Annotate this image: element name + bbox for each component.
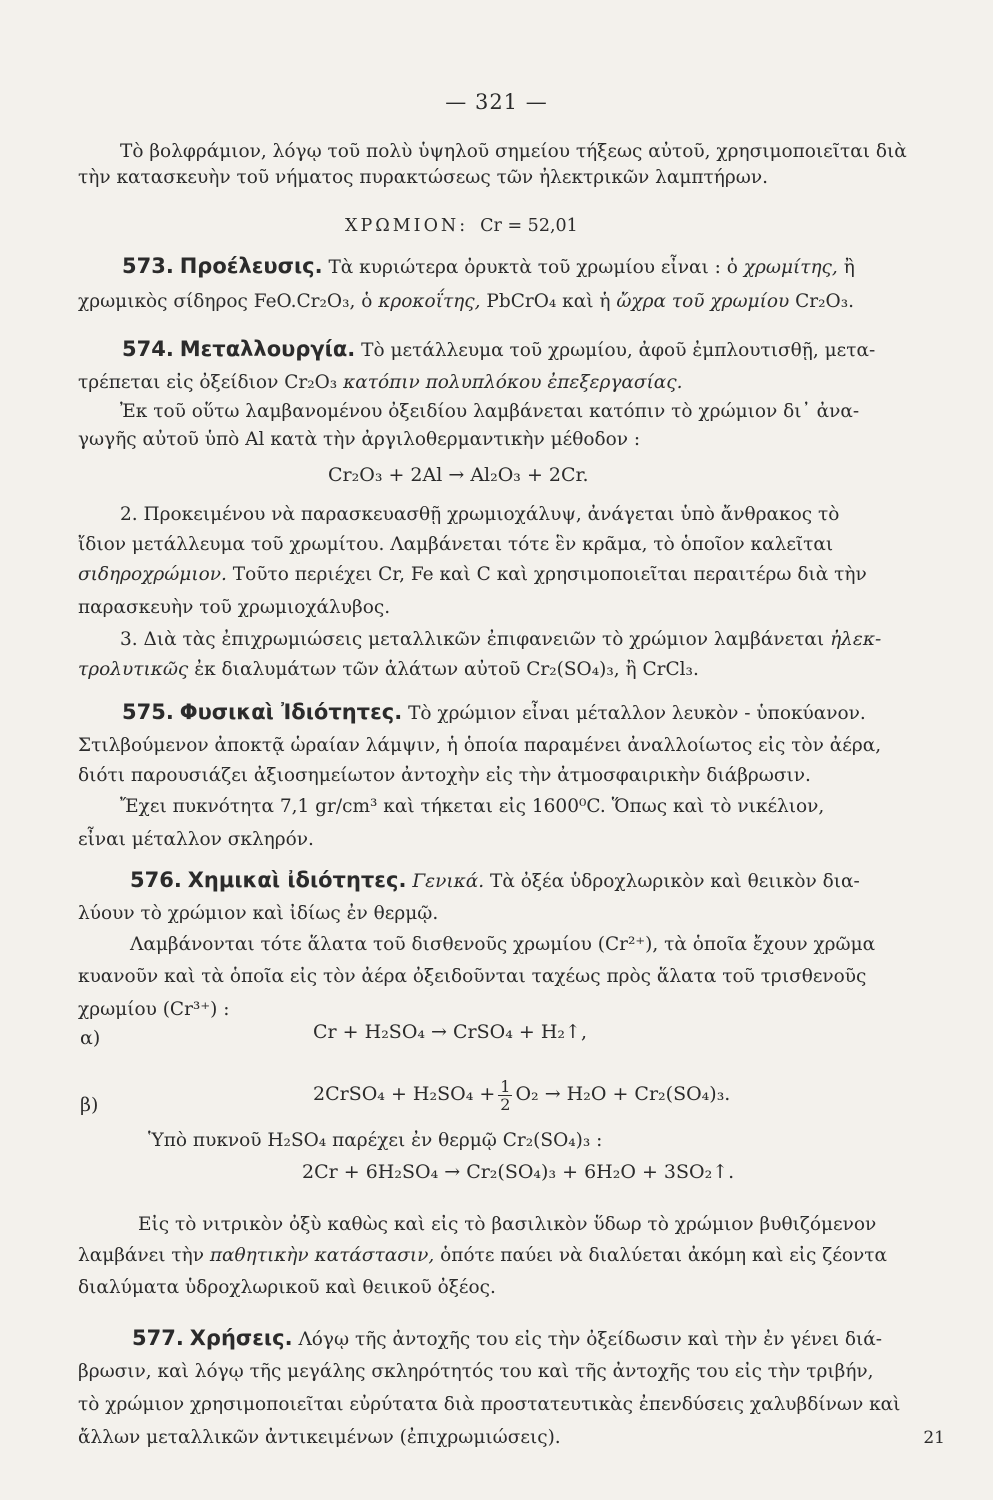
section-575-line-4: Ἔχει πυκνότητα 7,1 gr/cm³ καὶ τήκεται εἰς 1600⁰C. Ὅπως καὶ τὸ νικέλιον, [120,796,825,817]
section-574-p2-line-1: 2. Προκειμένου νὰ παρασκευασθῇ χρωμιοχάλυψ, ἀνάγεται ὑπὸ ἄνθρακος τὸ [120,504,840,525]
intro-line-1: Τὸ βολφράμιον, λόγῳ τοῦ πολὺ ὑψηλοῦ σημείου τήξεως αὐτοῦ, χρησιμοποιεῖται διὰ [120,141,907,162]
section-heading: Χημικαὶ ἰδιότητες. [187,868,407,892]
text: 3. Διὰ τὰς ἐπιχρωμιώσεις μεταλλικῶν ἐπιφανειῶν τὸ χρώμιον λαμβάνεται [120,629,825,650]
reaction-label-b: β) [80,1094,99,1116]
section-574-p2-line-3 [78,563,867,587]
section-576-line-2: λύουν τὸ χρώμιον καὶ ἰδίως ἐν θερμῷ. [78,903,439,924]
italic-term: χρωμίτης, [743,257,838,278]
fraction-denominator: 2 [500,1094,511,1114]
text: Cr₂O₃. [795,291,854,312]
equation-part: 2CrSO₄ + H₂SO₄ + [313,1083,496,1105]
section-number: 577. [132,1326,184,1350]
section-574-p3-line-1 [120,628,881,652]
text: Λόγῳ τῆς ἀντοχῆς του εἰς τὴν ὀξείδωσιν καὶ τὴν ἐν γένει διά- [298,1329,883,1350]
section-573-line-2 [78,290,854,314]
equation-aluminothermy: Cr₂O₃ + 2Al → Al₂O₃ + 2Cr. [328,464,589,486]
section-574-p2-line-2: ἴδιον μετάλλευμα τοῦ χρωμίτου. Λαμβάνεται τότε ἓν κρᾶμα, τὸ ὁποῖον καλεῖται [78,534,834,555]
page-number: — 321 — [445,90,548,114]
text: τρέπεται εἰς ὀξείδιον Cr₂O₃ [78,372,338,393]
italic-term: παθητικὴν κατάστασιν, [209,1245,435,1266]
intro-line-2: τὴν κατασκευὴν τοῦ νήματος πυρακτώσεως τῶν ἠλεκτρικῶν λαμπτήρων. [78,167,768,188]
chromium-title [345,216,578,236]
text: Τὸ χρώμιον εἶναι μέταλλον λευκὸν - ὑποκύανον. [408,703,866,724]
equation-part: O₂ → H₂O + Cr₂(SO₄)₃. [515,1083,731,1105]
italic-term: σιδηροχρώμιον. [78,564,227,585]
section-576-line-1 [130,868,860,894]
equation-b [313,1068,730,1120]
atomic-weight: Cr = 52,01 [480,216,578,236]
section-576-line-4: κυανοῦν καὶ τὰ ὁποῖα εἰς τὸν ἀέρα ὀξειδοῦνται ταχέως πρὸς ἅλατα τοῦ τρισθενοῦς [78,966,867,987]
italic-term: πολυπλόκου ἐπεξεργασίας. [425,372,683,393]
fraction-numerator: 1 [500,1076,511,1096]
section-576-line-8 [78,1244,887,1268]
text: Τὰ ὀξέα ὑδροχλωρικὸν καὶ θειικὸν δια- [490,871,860,892]
reaction-label-a: α) [80,1027,101,1049]
section-577-line-3: τὸ χρώμιον χρησιμοποιεῖται εὐρύτατα διὰ προστατευτικὰς ἐπενδύσεις χαλυβδίνων καὶ [78,1394,901,1415]
section-574-line-3: Ἐκ τοῦ οὕτω λαμβανομένου ὀξειδίου λαμβάνεται κατόπιν τὸ χρώμιον δι᾽ ἀνα- [120,401,860,422]
section-577-line-4: ἄλλων μεταλλικῶν ἀντικειμένων (ἐπιχρωμιώσεις). [78,1427,561,1448]
section-575-line-3: διότι παρουσιάζει ἀξιοσημείωτον ἀντοχὴν εἰς τὴν ἀτμοσφαιρικὴν διάβρωσιν. [78,765,811,786]
section-576-line-9: διαλύματα ὑδροχλωρικοῦ καὶ θειικοῦ ὀξέος. [78,1277,496,1298]
section-576-line-5: χρωμίου (Cr³⁺) : [78,999,230,1020]
text: PbCrO₄ καὶ ἡ [486,291,611,312]
section-575-line-5: εἶναι μέταλλον σκληρόν. [78,829,314,850]
text: λαμβάνει τὴν [78,1245,204,1266]
section-576-line-6: Ὑπὸ πυκνοῦ H₂SO₄ παρέχει ἐν θερμῷ Cr₂(SO₄)₃ : [148,1130,603,1151]
section-574-line-4: γωγῆς αὐτοῦ ὑπὸ Al κατὰ τὴν ἀργιλοθερμαντικὴν μέθοδον : [78,429,641,450]
section-576-line-3: Λαμβάνονται τότε ἅλατα τοῦ δισθενοῦς χρωμίου (Cr²⁺), τὰ ὁποῖα ἔχουν χρῶμα [130,934,876,955]
text: Τὸ μετάλλευμα τοῦ χρωμίου, ἀφοῦ ἐμπλουτισθῇ, μετα- [361,340,876,361]
italic-term: Γενικά. [412,871,485,892]
section-575-line-1 [122,700,866,726]
element-name: ΧΡΩΜΙΟΝ: [345,216,469,236]
text: ἐκ διαλυμάτων τῶν ἁλάτων αὐτοῦ Cr₂(SO₄)₃, ἢ CrCl₃. [194,659,699,680]
section-heading: Μεταλλουργία. [179,337,356,361]
printer-signature-mark: 21 [923,1428,945,1448]
text: ὁπότε παύει νὰ διαλύεται ἀκόμη καὶ εἰς ζέοντα [440,1245,888,1266]
section-576-line-7: Εἰς τὸ νιτρικὸν ὀξὺ καθὼς καὶ εἰς τὸ βασιλικὸν ὕδωρ τὸ χρώμιον βυθιζόμενον [138,1214,877,1235]
section-number: 575. [122,700,174,724]
section-574-line-1 [122,337,875,363]
section-heading: Προέλευσις. [179,254,323,278]
equation-a: Cr + H₂SO₄ → CrSO₄ + H₂↑, [313,1021,587,1043]
text: χρωμικὸς σίδηρος FeO.Cr₂O₃, ὁ [78,291,373,312]
fraction-one-half [498,1078,512,1113]
equation-c: 2Cr + 6H₂SO₄ → Cr₂(SO₄)₃ + 6H₂O + 3SO₂↑. [302,1161,735,1183]
italic-term: κροκοΐτης, [378,291,481,312]
italic-term: τρολυτικῶς [78,659,189,680]
section-575-line-2: Στιλβούμενον ἀποκτᾷ ὡραίαν λάμψιν, ἡ ὁποία παραμένει ἀναλλοίωτος εἰς τὸν ἀέρα, [78,735,882,756]
section-577-line-2: βρωσιν, καὶ λόγῳ τῆς μεγάλης σκληρότητός του καὶ τῆς ἀντοχῆς του εἰς τὴν τριβήν, [78,1361,874,1382]
section-number: 574. [122,337,174,361]
section-number: 576. [130,868,182,892]
text: Τὰ κυριώτερα ὀρυκτὰ τοῦ χρωμίου εἶναι : ὁ [328,257,738,278]
section-heading: Χρήσεις. [189,1326,293,1350]
section-574-p2-line-4: παρασκευὴν τοῦ χρωμιοχάλυβος. [78,597,391,618]
section-573-line-1 [122,254,855,280]
section-574-line-2 [78,371,683,395]
text: Τοῦτο περιέχει Cr, Fe καὶ C καὶ χρησιμοποιεῖται περαιτέρω διὰ τὴν [232,564,867,585]
text: ἢ [843,257,855,278]
section-574-p3-line-2 [78,658,699,682]
italic-term: κατόπιν [343,372,420,393]
italic-term: ὤχρα τοῦ χρωμίου [616,291,790,312]
section-heading: Φυσικαὶ Ἰδιότητες. [179,700,403,724]
italic-term: ἠλεκ- [830,629,882,650]
section-number: 573. [122,254,174,278]
section-577-line-1 [132,1326,882,1352]
